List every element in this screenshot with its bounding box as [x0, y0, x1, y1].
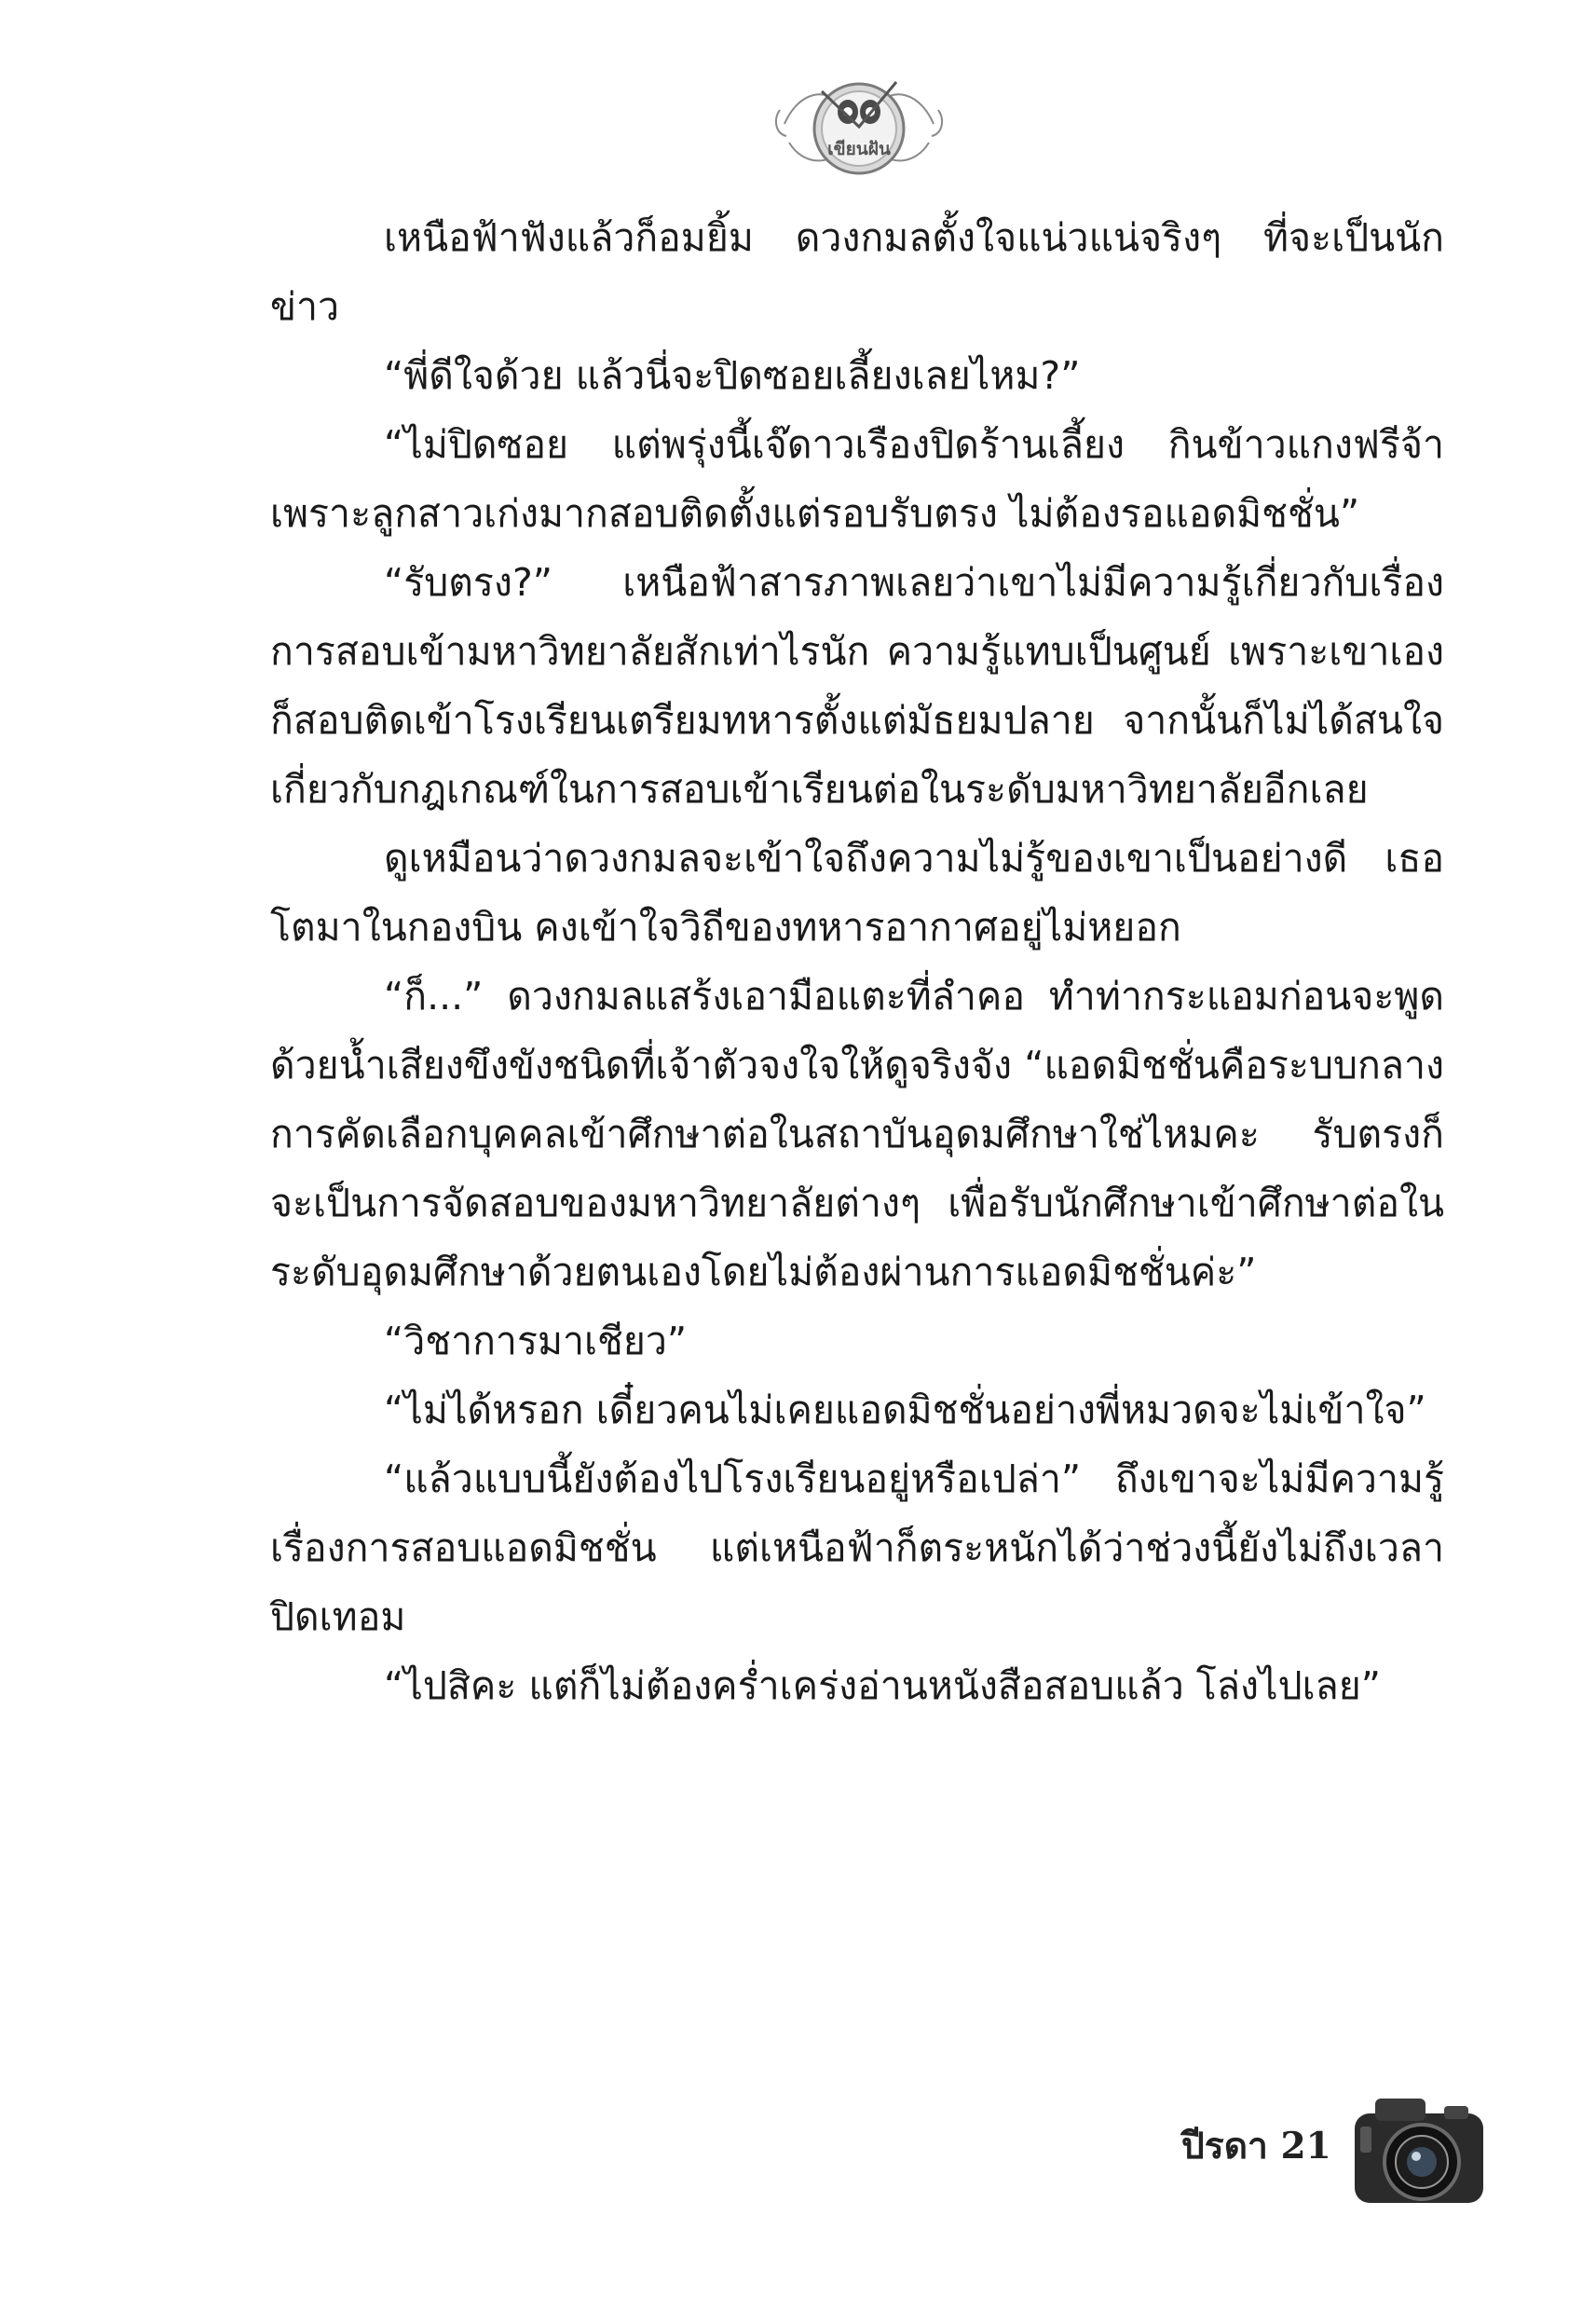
paragraph: “ไม่ได้หรอก เดี๋ยวคนไม่เคยแอดมิชชั่นอย่างพี่หมวดจะไม่เข้าใจ”: [384, 1388, 1426, 1432]
paragraph: “แล้วแบบนี้ยังต้องไปโรงเรียนอยู่หรือเปล่า” ถึงเขาจะไม่มีความรู้เรื่องการสอบแอดมิชชั่น แต่เหนือฟ้าก็ตระหนักได้ว่าช่วงนี้ยังไม่ถึงเวลาปิดเทอม: [270, 1456, 1444, 1639]
header-logo: [766, 54, 952, 194]
paragraph: “ไปสิคะ แต่ก็ไม่ต้องคร่ำเคร่งอ่านหนังสือสอบแล้ว โล่งไปเลย”: [384, 1663, 1382, 1708]
paragraph: “ไม่ปิดซอย แต่พรุ่งนี้เจ๊ดาวเรืองปิดร้านเลี้ยง กินข้าวแกงฟรีจ้า เพราะลูกสาวเก่งมากสอบติดตั้งแต่รอบรับตรง ไม่ต้องรอแอดมิชชั่น”: [270, 422, 1444, 536]
page-number: ปีรดา 21: [1181, 2125, 1331, 2167]
page-footer: [1099, 2085, 1491, 2216]
logo-text: เขียนฝัน: [827, 139, 891, 159]
paragraph: “พี่ดีใจด้วย แล้วนี่จะปิดซอยเลี้ยงเลยไหม?”: [384, 353, 1081, 398]
body-text: [270, 203, 1444, 1720]
quill-emblem-icon: [766, 54, 952, 194]
paragraph: “วิชาการมาเชียว”: [384, 1319, 688, 1363]
paragraph: เหนือฟ้าฟังแล้วก็อมยิ้ม ดวงกมลตั้งใจแน่วแน่จริงๆ ที่จะเป็นนักข่าว: [270, 215, 1444, 329]
paragraph: ดูเหมือนว่าดวงกมลจะเข้าใจถึงความไม่รู้ของเขาเป็นอย่างดี เธอโตมาในกองบิน คงเข้าใจวิถีของทหารอากาศอยู่ไม่หยอก: [270, 836, 1444, 950]
paragraph: “ก็...” ดวงกมลแสร้งเอามือแตะที่ลำคอ ทำท่ากระแอมก่อนจะพูดด้วยน้ำเสียงขึงขังชนิดที่เจ้าตัวจงใจให้ดูจริงจัง “แอดมิชชั่นคือระบบกลางการคัดเลือกบุคคลเข้าศึกษาต่อในสถาบันอุดมศึกษาใช่ไหมคะ รับตรงก็จะเป็นการจัดสอบของมหาวิทยาลัยต่างๆ เพื่อรับนักศึกษาเข้าศึกษาต่อในระดับอุดมศึกษาด้วยตนเองโดยไม่ต้องผ่านการแอดมิชชั่นค่ะ”: [270, 974, 1444, 1294]
camera-icon: [1347, 2085, 1491, 2216]
paragraph: “รับตรง?” เหนือฟ้าสารภาพเลยว่าเขาไม่มีความรู้เกี่ยวกับเรื่องการสอบเข้ามหาวิทยาลัยสักเท่าไรนัก ความรู้แทบเป็นศูนย์ เพราะเขาเองก็สอบติดเข้าโรงเรียนเตรียมทหารตั้งแต่มัธยมปลาย จากนั้นก็ไม่ได้สนใจเกี่ยวกับกฎเกณฑ์ในการสอบเข้าเรียนต่อในระดับมหาวิทยาลัยอีกเลย: [270, 560, 1444, 812]
